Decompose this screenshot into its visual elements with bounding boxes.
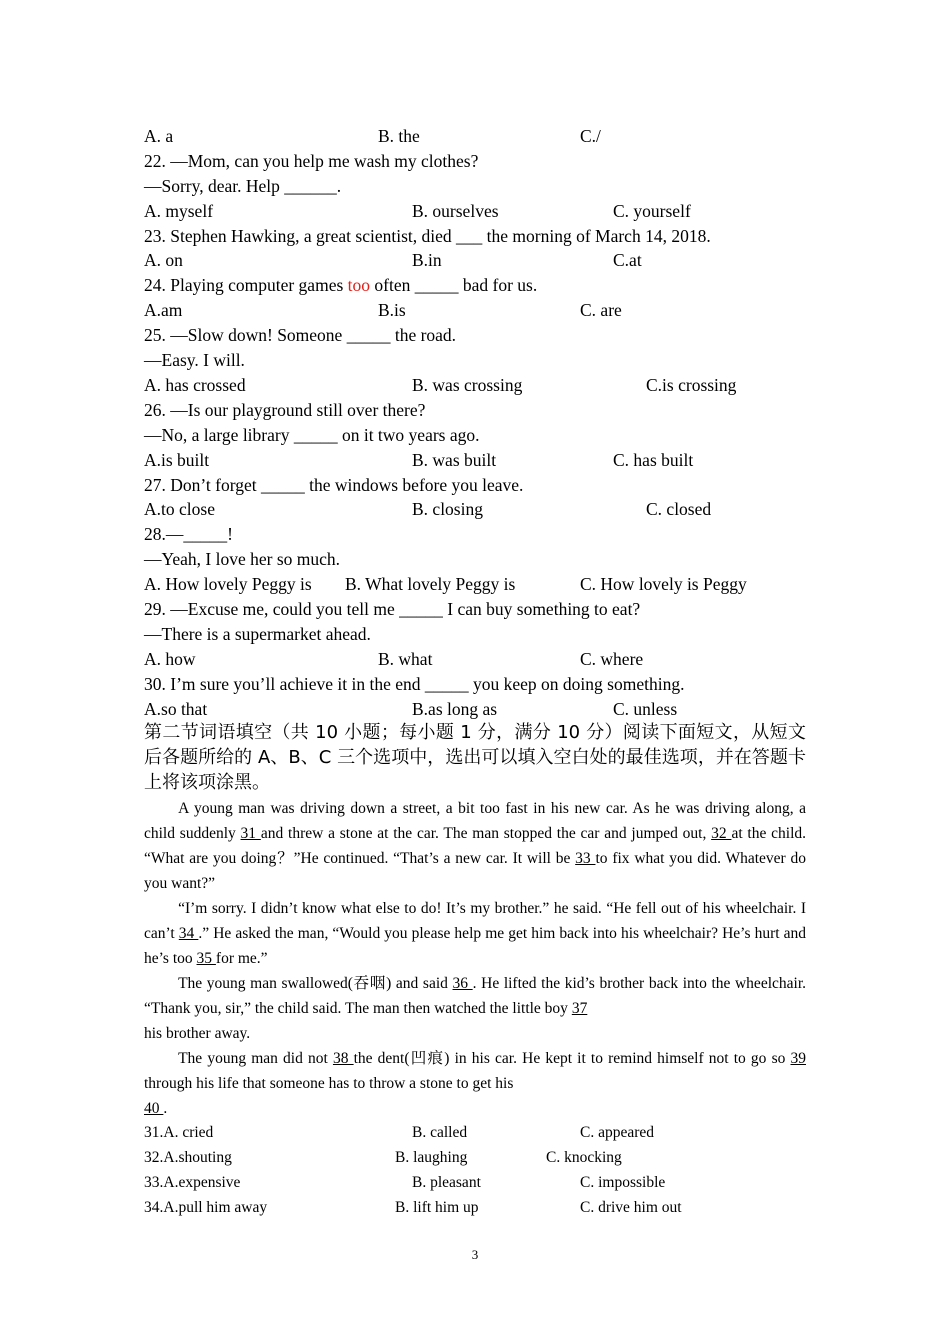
- choice-33-a: 33.A.expensive: [144, 1174, 241, 1191]
- q21-option-b: B. the: [378, 126, 420, 146]
- q21-option-c: C./: [580, 126, 601, 146]
- choice-34-a: 34.A.pull him away: [144, 1199, 268, 1216]
- choice-34-b: B. lift him up: [395, 1199, 479, 1216]
- q27-stem: 27. Don’t forget _____ the windows before you leave.: [144, 475, 524, 495]
- q25-reply: —Easy. I will.: [144, 350, 245, 370]
- q23-stem: 23. Stephen Hawking, a great scientist, died ___ the morning of March 14, 2018.: [144, 226, 711, 246]
- q24-option-c: C. are: [580, 300, 622, 320]
- q29-stem: 29. —Excuse me, could you tell me _____ I can buy something to eat?: [144, 599, 641, 619]
- q26-option-c: C. has built: [613, 450, 694, 470]
- q27-option-b: B. closing: [412, 499, 483, 519]
- choice-31-b: B. called: [412, 1124, 468, 1141]
- q24-option-b: B.is: [378, 300, 406, 320]
- q28-option-c: C. How lovely is Peggy: [580, 574, 747, 594]
- q26-option-a: A.is built: [144, 450, 210, 470]
- q24-stem-before: 24. Playing computer games: [144, 275, 348, 295]
- q23-option-a: A. on: [144, 250, 183, 270]
- q24-option-a: A.am: [144, 300, 183, 320]
- q30-option-a: A.so that: [144, 699, 208, 719]
- q27-option-c: C. closed: [646, 499, 712, 519]
- choice-34-c: C. drive him out: [580, 1199, 682, 1216]
- choice-32-b: B. laughing: [395, 1149, 468, 1166]
- section2-instructions: 第二节词语填空（共 10 小题；每小题 1 分，满分 10 分）阅读下面短文，从短文后各题所给的 A、B、C 三个选项中，选出可以填入空白处的最佳选项，并在答题卡上将该项涂黑。: [144, 722, 806, 793]
- q25-stem: 25. —Slow down! Someone _____ the road.: [144, 325, 457, 345]
- blank-39: 39: [790, 1050, 806, 1067]
- q25-option-b: B. was crossing: [412, 375, 523, 395]
- blank-33: 33: [575, 850, 596, 867]
- blank-40: 40: [144, 1100, 164, 1117]
- q25-option-a: A. has crossed: [144, 375, 246, 395]
- q30-option-c: C. unless: [613, 699, 678, 719]
- q30-option-b: B.as long as: [412, 699, 498, 719]
- q29-option-b: B. what: [378, 649, 433, 669]
- cloze-passage: [144, 796, 806, 1121]
- q29-reply: —There is a supermarket ahead.: [144, 624, 371, 644]
- q24-stem-after: often _____ bad for us.: [370, 275, 538, 295]
- passage-paragraph-1: A young man was driving down a street, a bit too fast in his new car. As he was driving along, a child suddenly 31 and threw a stone at the car. The man stopped the car and jumped out, 32 at the child. “What are you doing？”He continued. “That’s a new car. It will be 33 to fix what you did. Whatever do you want?”: [144, 800, 807, 892]
- choice-33-b: B. pleasant: [412, 1174, 481, 1191]
- choice-32-a: 32.A.shouting: [144, 1149, 232, 1166]
- q29-option-c: C. where: [580, 649, 644, 669]
- q21-option-a: A. a: [144, 126, 174, 146]
- q28-option-b: B. What lovely Peggy is: [345, 574, 516, 594]
- q29-option-a: A. how: [144, 649, 196, 669]
- q24-stem: [144, 273, 537, 298]
- q28-reply: —Yeah, I love her so much.: [144, 549, 341, 569]
- blank-35: 35: [196, 950, 216, 967]
- blank-34: 34: [178, 925, 199, 942]
- blank-38: 38: [332, 1050, 354, 1067]
- q30-stem: 30. I’m sure you’ll achieve it in the end _____ you keep on doing something.: [144, 674, 685, 694]
- blank-36: 36: [452, 975, 473, 992]
- q26-option-b: B. was built: [412, 450, 497, 470]
- q22-reply: —Sorry, dear. Help ______.: [144, 176, 342, 196]
- q24-stem-highlight: too: [347, 275, 371, 295]
- choice-33-c: C. impossible: [580, 1174, 666, 1191]
- choice-32-c: C. knocking: [546, 1149, 622, 1166]
- q28-option-a: A. How lovely Peggy is: [144, 574, 312, 594]
- q28-stem: 28.—_____!: [144, 524, 233, 544]
- blank-37: 37: [571, 1000, 588, 1017]
- q26-reply: —No, a large library _____ on it two years ago.: [144, 425, 480, 445]
- passage-paragraph-3: The young man swallowed(吞咽) and said 36 . He lifted the kid’s brother back into the wheelchair. “Thank you, sir,” the child said. The man then watched the little boy 37 his brother away.: [144, 975, 806, 1042]
- choice-31-a: 31.A. cried: [144, 1124, 214, 1141]
- q22-stem: 22. —Mom, can you help me wash my clothes?: [144, 151, 479, 171]
- q23-option-c: C.at: [613, 250, 642, 270]
- page-number: 3: [471, 1247, 479, 1262]
- blank-31: 31: [240, 825, 261, 842]
- q26-stem: 26. —Is our playground still over there?: [144, 400, 426, 420]
- choice-31-c: C. appeared: [580, 1124, 655, 1141]
- passage-paragraph-2: “I’m sorry. I didn’t know what else to do! It’s my brother.” he said. “He fell out of his wheelchair. I can’t 34 .” He asked the man, “Would you please help me get him back into his wheelchair? He’s hurt and he’s too 35 for me.”: [144, 900, 806, 967]
- q22-option-a: A. myself: [144, 201, 214, 221]
- passage-paragraph-4: The young man did not 38 the dent(凹痕) in his car. He kept it to remind himself not to go so 39 through his life that someone has to throw a stone to get his 40 .: [144, 1050, 806, 1117]
- q25-option-c: C.is crossing: [646, 375, 737, 395]
- q27-option-a: A.to close: [144, 499, 215, 519]
- q22-option-b: B. ourselves: [412, 201, 499, 221]
- q23-option-b: B.in: [412, 250, 442, 270]
- q22-option-c: C. yourself: [613, 201, 691, 221]
- blank-32: 32: [711, 825, 732, 842]
